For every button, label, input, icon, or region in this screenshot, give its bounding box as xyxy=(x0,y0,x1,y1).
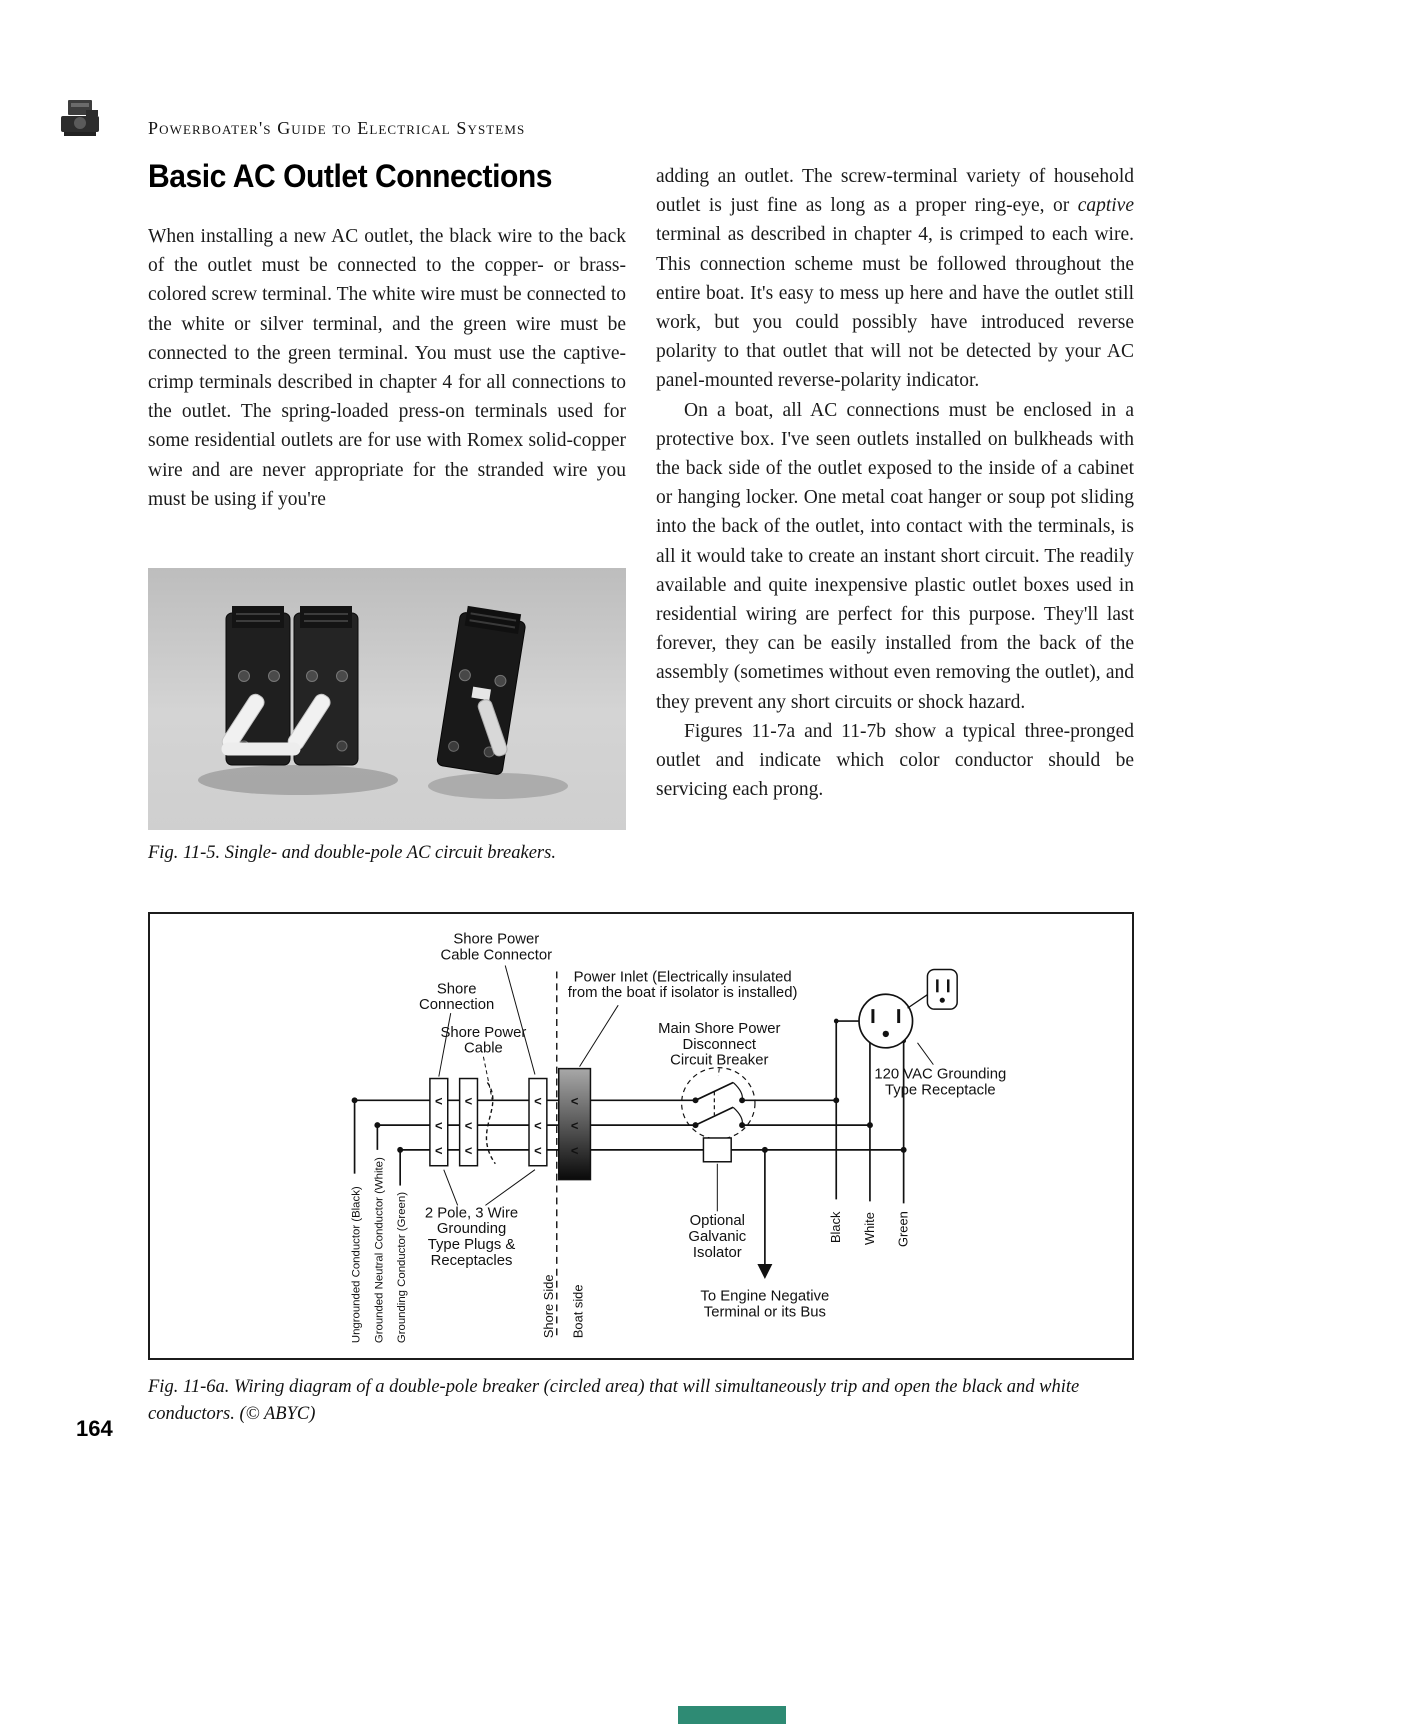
label-plugs: 2 Pole, 3 Wire xyxy=(424,1205,519,1222)
label-main-breaker: Disconnect xyxy=(682,1036,757,1053)
svg-text:<: < xyxy=(435,1142,443,1158)
double-pole-breaker xyxy=(220,606,358,765)
photo-shadow xyxy=(198,765,398,795)
label-plugs: Receptacles xyxy=(430,1252,513,1269)
svg-text:<: < xyxy=(534,1118,542,1134)
label-boat-side: Boat side xyxy=(570,1284,586,1339)
page-title: Basic AC Outlet Connections xyxy=(148,158,553,194)
label-galvanic-isolator: Optional xyxy=(689,1213,745,1230)
label-power-inlet: from the boat if isolator is installed) xyxy=(567,985,798,1002)
fig-11-6a-caption: Fig. 11-6a. Wiring diagram of a double-pole breaker (circled area) that will simultaneously trip and open the black and white conductors. (© ABYC) xyxy=(148,1377,1080,1424)
svg-text:<: < xyxy=(570,1093,579,1109)
plug-receptacle-boxes xyxy=(430,1079,547,1166)
label-main-breaker: Main Shore Power xyxy=(658,1020,781,1037)
svg-text:<: < xyxy=(464,1118,473,1134)
circuit-breakers-photo xyxy=(148,568,626,830)
paragraph-text: adding an outlet. The screw-terminal variety of household outlet is just fine as long as a proper ring-eye, or xyxy=(656,166,1134,217)
label-main-breaker: Circuit Breaker xyxy=(670,1052,769,1069)
label-wire-black: Black xyxy=(828,1211,844,1244)
leader-lines xyxy=(436,966,934,1212)
running-head: Powerboater's Guide to Electrical Systems xyxy=(148,118,526,138)
page-number: 164 xyxy=(76,1416,113,1441)
wiring-diagram xyxy=(150,914,1132,1358)
printing-press-icon xyxy=(56,92,104,140)
galvanic-isolator-box xyxy=(703,1138,731,1162)
double-pole-breaker-symbol xyxy=(682,1068,755,1139)
breaker-circled-area xyxy=(682,1068,755,1139)
label-120vac-receptacle: 120 VAC Grounding xyxy=(874,1066,1007,1083)
svg-text:<: < xyxy=(570,1142,579,1158)
label-cable-connector: Shore Power xyxy=(453,931,540,948)
label-shore-connection: Connection xyxy=(419,997,495,1014)
fig-11-6a-diagram xyxy=(148,912,1134,1360)
paragraph-text: terminal as described in chapter 4, is crimped to each wire. This connection scheme must be followed throughout the entire boat. It's easy to mess up here and have the outlet still work, but you could possibly have introduced reverse polarity to that outlet that will not be detected by your AC panel-mounted reverse-polarity indicator. xyxy=(656,224,1134,392)
fig-11-5-photo xyxy=(148,568,626,830)
svg-text:<: < xyxy=(464,1093,473,1109)
label-engine-negative: Terminal or its Bus xyxy=(703,1304,826,1321)
label-plugs: Grounding xyxy=(436,1221,507,1238)
label-engine-negative: To Engine Negative xyxy=(700,1288,830,1305)
label-wire-green: Green xyxy=(895,1211,911,1247)
label-conductor-white: Grounded Neutral Conductor (White) xyxy=(373,1157,386,1344)
svg-text:<: < xyxy=(534,1142,542,1158)
italic-term: captive xyxy=(1077,195,1134,217)
svg-text:<: < xyxy=(534,1093,542,1109)
label-wire-white: White xyxy=(861,1212,877,1246)
right-column xyxy=(656,162,1134,804)
receptacle-symbol xyxy=(859,993,929,1048)
svg-text:<: < xyxy=(435,1118,443,1134)
svg-text:<: < xyxy=(570,1118,579,1134)
label-120vac-receptacle: Type Receptacle xyxy=(884,1082,996,1099)
label-cable-connector: Cable Connector xyxy=(440,947,553,964)
left-column xyxy=(148,222,626,514)
svg-text:<: < xyxy=(464,1142,473,1158)
outlet-face-symbol xyxy=(927,970,957,1010)
label-conductor-green: Grounding Conductor (Green) xyxy=(396,1192,409,1344)
paragraph: Figures 11-7a and 11-7b show a typical three-pronged outlet and indicate which color conductor should be servicing each prong. xyxy=(656,720,1134,801)
chapter-icon xyxy=(56,92,104,140)
label-plugs: Type Plugs & xyxy=(427,1236,516,1253)
paragraph: On a boat, all AC connections must be enclosed in a protective box. I've seen outlets installed on bulkheads with the back side of the outlet exposed to the inside of a cabinet or hanging locker. One metal coat hanger or soup pot sliding into the back of the outlet, into contact with the terminals, is all it would take to create an instant short circuit. The readily available and quite inexpensive plastic outlet boxes used in residential wiring are perfect for this purpose. They'll last forever, they can be easily installed from the back of the assembly (sometimes without even removing the outlet), and they prevent any short circuits or shock hazard. xyxy=(656,399,1134,713)
paragraph xyxy=(656,162,1134,396)
fig-11-5-caption: Fig. 11-5. Single- and double-pole AC circuit breakers. xyxy=(148,843,556,863)
photo-shadow xyxy=(428,773,568,799)
label-power-inlet: Power Inlet (Electrically insulated xyxy=(573,969,792,986)
label-conductor-black: Ungrounded Conductor (Black) xyxy=(350,1186,363,1344)
label-shore-side: Shore Side xyxy=(540,1274,556,1339)
label-shore-connection: Shore xyxy=(436,981,477,998)
label-galvanic-isolator: Isolator xyxy=(692,1244,742,1261)
label-shore-power-cable: Cable xyxy=(464,1040,503,1057)
label-shore-power-cable: Shore Power xyxy=(440,1024,527,1041)
svg-text:<: < xyxy=(435,1093,443,1109)
diagram-labels xyxy=(419,932,1006,1321)
label-galvanic-isolator: Galvanic xyxy=(688,1229,747,1246)
shore-power-cable-curve xyxy=(486,1082,495,1163)
paragraph: When installing a new AC outlet, the black wire to the back of the outlet must be connected to the copper- or brass-colored screw terminal. The white wire must be connected to the white or silver terminal, and the green wire must be connected to the green terminal. You must use the captive-crimp terminals described in chapter 4 for all connections to the outlet. The spring-loaded press-on terminals used for some residential outlets are for use with Romex solid-copper wire and are never appropriate for the stranded wire you must be using if you're xyxy=(148,226,626,510)
bottom-teal-tab xyxy=(678,1706,786,1724)
